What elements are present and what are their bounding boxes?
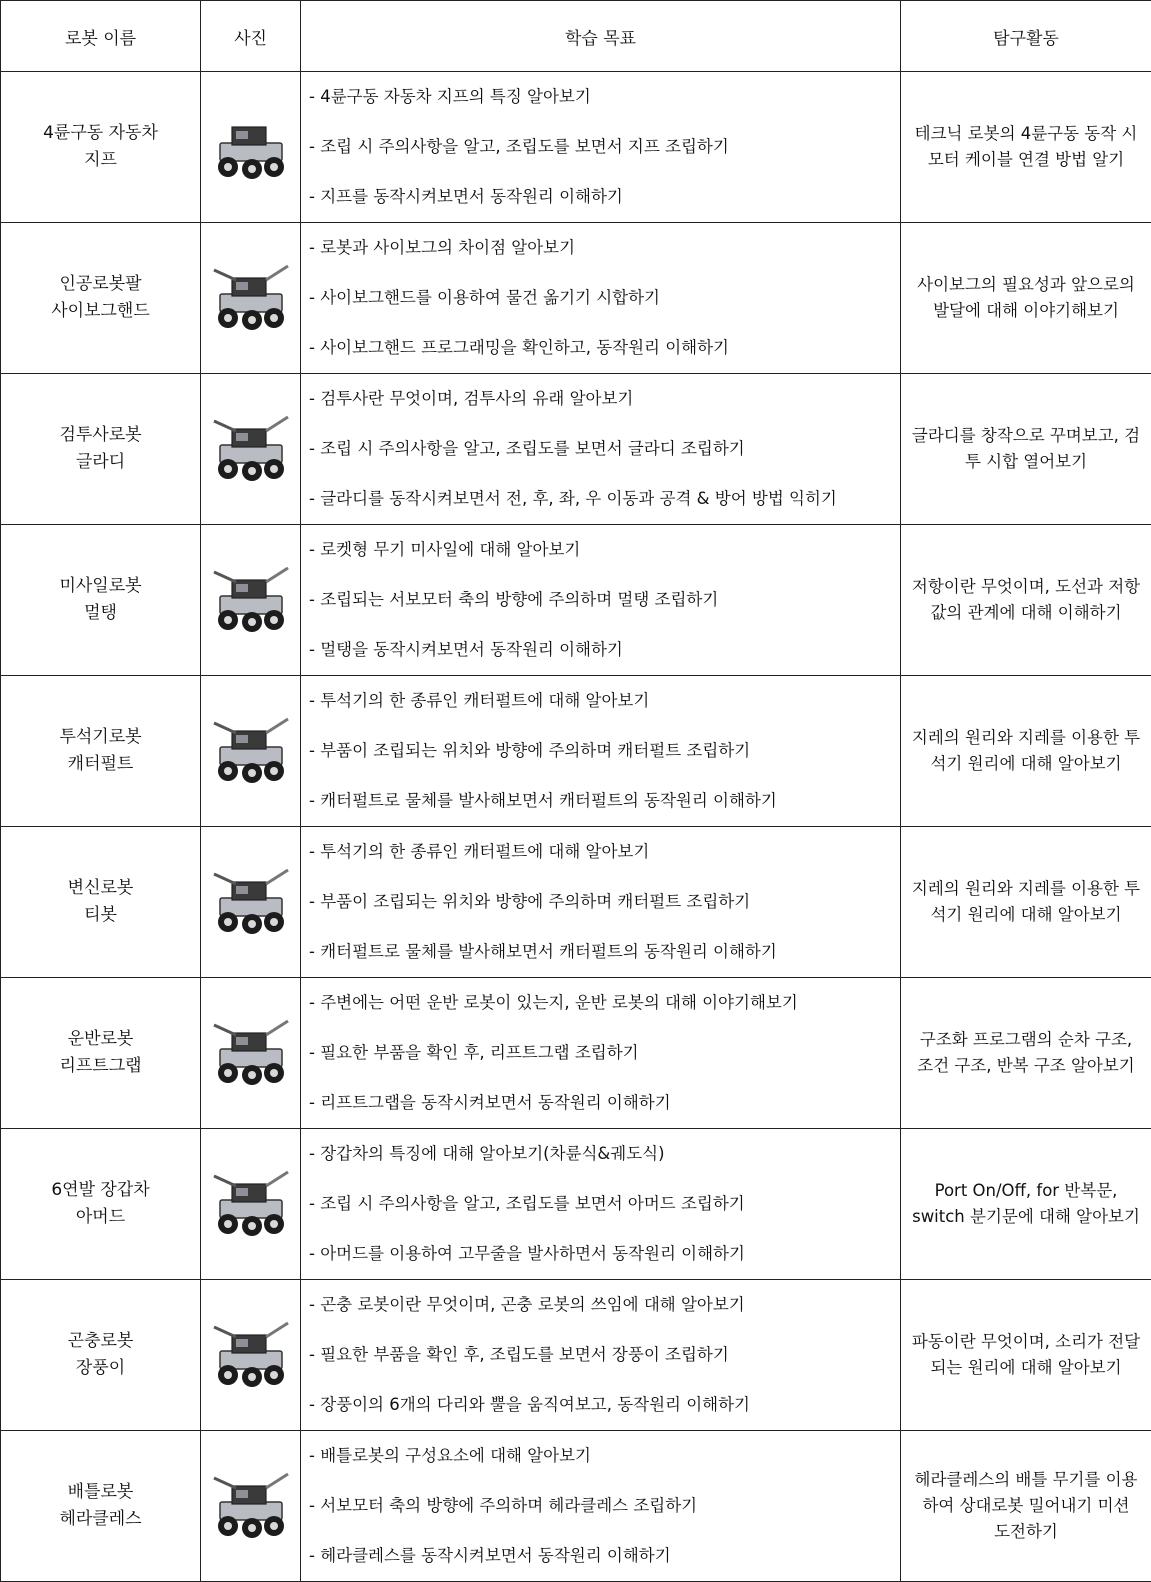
robot-name-cell xyxy=(1,1280,201,1431)
activity-line: 구조화 프로그램의 순차 구조, xyxy=(905,1027,1147,1053)
header-activity: 탐구활동 xyxy=(901,1,1151,72)
table-row xyxy=(1,827,1151,978)
learning-goal-item: - 투석기의 한 종류인 캐터펄트에 대해 알아보기 xyxy=(309,827,900,877)
learning-goal-item: - 조립 시 주의사항을 알고, 조립도를 보면서 글라디 조립하기 xyxy=(309,424,900,474)
robot-name-cell xyxy=(1,827,201,978)
activity-line: 되는 원리에 대해 알아보기 xyxy=(905,1355,1147,1381)
robot-name-line: 검투사로봇 xyxy=(1,422,200,449)
activity-line: 발달에 대해 이야기해보기 xyxy=(905,298,1147,324)
robot-name-line: 배틀로봇 xyxy=(1,1479,200,1506)
activity-line: 석기 원리에 대해 알아보기 xyxy=(905,751,1147,777)
learning-goal-item: - 로켓형 무기 미사일에 대해 알아보기 xyxy=(309,525,900,575)
robot-name-line: 운반로봇 xyxy=(1,1026,200,1053)
robot-name-line: 4륜구동 자동차 xyxy=(1,120,200,147)
learning-goal-item: - 로봇과 사이보그의 차이점 알아보기 xyxy=(309,223,900,273)
robot-name-cell xyxy=(1,676,201,827)
activity-line: 도전하기 xyxy=(905,1519,1147,1545)
robot-photo-cell xyxy=(201,72,301,223)
robot-photo-cell xyxy=(201,1280,301,1431)
activity-line: 지레의 원리와 지레를 이용한 투 xyxy=(905,876,1147,902)
activity-line: 조건 구조, 반복 구조 알아보기 xyxy=(905,1053,1147,1079)
robot-name-line: 글라디 xyxy=(1,449,200,476)
activity-cell xyxy=(901,525,1151,676)
learning-goal-item: - 조립 시 주의사항을 알고, 조립도를 보면서 아머드 조립하기 xyxy=(309,1179,900,1229)
robot-name-line: 6연발 장갑차 xyxy=(1,1177,200,1204)
robot-name-line: 사이보그핸드 xyxy=(1,298,200,325)
activity-cell xyxy=(901,1129,1151,1280)
learning-goals-cell xyxy=(301,223,901,374)
missile-robot-icon xyxy=(206,623,296,643)
learning-goal-item: - 곤충 로봇이란 무엇이며, 곤충 로봇의 쓰임에 대해 알아보기 xyxy=(309,1280,900,1330)
robot-name-line: 지프 xyxy=(1,147,200,174)
robot-photo-cell xyxy=(201,827,301,978)
table-row xyxy=(1,978,1151,1129)
header-learning-goal: 학습 목표 xyxy=(301,1,901,72)
robot-name-line: 티봇 xyxy=(1,902,200,929)
learning-goals-cell xyxy=(301,1431,901,1582)
robot-name-line: 아머드 xyxy=(1,1204,200,1231)
activity-line: 하여 상대로봇 밀어내기 미션 xyxy=(905,1493,1147,1519)
learning-goal-item: - 조립되는 서보모터 축의 방향에 주의하며 멀탱 조립하기 xyxy=(309,575,900,625)
learning-goals-cell xyxy=(301,525,901,676)
header-robot-name: 로봇 이름 xyxy=(1,1,201,72)
header-row xyxy=(1,1,1151,72)
activity-cell xyxy=(901,676,1151,827)
robot-photo-cell xyxy=(201,525,301,676)
learning-goal-item: - 캐터펄트로 물체를 발사해보면서 캐터펄트의 동작원리 이해하기 xyxy=(309,776,900,826)
learning-goal-item: - 부품이 조립되는 위치와 방향에 주의하며 캐터펄트 조립하기 xyxy=(309,877,900,927)
learning-goal-item: - 필요한 부품을 확인 후, 리프트그랩 조립하기 xyxy=(309,1028,900,1078)
learning-goals-cell xyxy=(301,1129,901,1280)
cyborg-hand-robot-icon xyxy=(206,321,296,341)
learning-goals-cell xyxy=(301,676,901,827)
robot-name-line: 곤충로봇 xyxy=(1,1328,200,1355)
table-row xyxy=(1,1431,1151,1582)
robot-name-cell xyxy=(1,1129,201,1280)
activity-cell xyxy=(901,72,1151,223)
learning-goal-item: - 조립 시 주의사항을 알고, 조립도를 보면서 지프 조립하기 xyxy=(309,122,900,172)
gladiator-robot-icon xyxy=(206,472,296,492)
robot-name-cell xyxy=(1,223,201,374)
table-row xyxy=(1,374,1151,525)
learning-goal-item: - 4륜구동 자동차 지프의 특징 알아보기 xyxy=(309,72,900,122)
armored-robot-icon xyxy=(206,1227,296,1247)
learning-goal-item: - 사이보그핸드 프로그래밍을 확인하고, 동작원리 이해하기 xyxy=(309,323,900,373)
robot-name-cell xyxy=(1,978,201,1129)
robot-name-line: 리프트그랩 xyxy=(1,1053,200,1080)
robot-name-line: 미사일로봇 xyxy=(1,573,200,600)
transform-robot-icon xyxy=(206,925,296,945)
activity-line: 파동이란 무엇이며, 소리가 전달 xyxy=(905,1329,1147,1355)
learning-goal-item: - 주변에는 어떤 운반 로봇이 있는지, 운반 로봇의 대해 이야기해보기 xyxy=(309,978,900,1028)
insect-robot-icon xyxy=(206,1378,296,1398)
table-row xyxy=(1,72,1151,223)
activity-cell xyxy=(901,374,1151,525)
robot-photo-cell xyxy=(201,374,301,525)
battle-robot-icon xyxy=(206,1529,296,1549)
learning-goals-cell xyxy=(301,827,901,978)
learning-goal-item: - 배틀로봇의 구성요소에 대해 알아보기 xyxy=(309,1431,900,1481)
robot-photo-cell xyxy=(201,978,301,1129)
activity-cell xyxy=(901,978,1151,1129)
activity-line: 석기 원리에 대해 알아보기 xyxy=(905,902,1147,928)
activity-line: 사이보그의 필요성과 앞으로의 xyxy=(905,272,1147,298)
learning-goal-item: - 사이보그핸드를 이용하여 물건 옮기기 시합하기 xyxy=(309,273,900,323)
robot-name-line: 장풍이 xyxy=(1,1355,200,1382)
table-row xyxy=(1,525,1151,676)
learning-goal-item: - 리프트그랩을 동작시켜보면서 동작원리 이해하기 xyxy=(309,1078,900,1128)
learning-goal-item: - 아머드를 이용하여 고무줄을 발사하면서 동작원리 이해하기 xyxy=(309,1229,900,1279)
activity-cell xyxy=(901,1431,1151,1582)
jeep-robot-icon xyxy=(206,170,296,190)
learning-goal-item: - 검투사란 무엇이며, 검투사의 유래 알아보기 xyxy=(309,374,900,424)
catapult-robot-icon xyxy=(206,774,296,794)
table-row xyxy=(1,223,1151,374)
learning-goal-item: - 장갑차의 특징에 대해 알아보기(차륜식&궤도식) xyxy=(309,1129,900,1179)
activity-line: 글라디를 창작으로 꾸며보고, 검 xyxy=(905,423,1147,449)
robot-name-line: 캐터펄트 xyxy=(1,751,200,778)
robot-name-line: 멀탱 xyxy=(1,600,200,627)
activity-line: 저항이란 무엇이며, 도선과 저항 xyxy=(905,574,1147,600)
activity-line: 값의 관계에 대해 이해하기 xyxy=(905,600,1147,626)
activity-line: Port On/Off, for 반복문, xyxy=(905,1178,1147,1204)
learning-goal-item: - 필요한 부품을 확인 후, 조립도를 보면서 장풍이 조립하기 xyxy=(309,1330,900,1380)
learning-goals-cell xyxy=(301,72,901,223)
learning-goals-cell xyxy=(301,374,901,525)
activity-cell xyxy=(901,223,1151,374)
robot-name-line: 투석기로봇 xyxy=(1,724,200,751)
learning-goal-item: - 지프를 동작시켜보면서 동작원리 이해하기 xyxy=(309,172,900,222)
robot-name-cell xyxy=(1,72,201,223)
activity-line: 투 시합 열어보기 xyxy=(905,449,1147,475)
table-row xyxy=(1,1280,1151,1431)
learning-goal-item: - 헤라클레스를 동작시켜보면서 동작원리 이해하기 xyxy=(309,1531,900,1581)
robot-name-cell xyxy=(1,525,201,676)
robot-name-line: 인공로봇팔 xyxy=(1,271,200,298)
robot-name-cell xyxy=(1,374,201,525)
robot-photo-cell xyxy=(201,1129,301,1280)
activity-line: 지레의 원리와 지레를 이용한 투 xyxy=(905,725,1147,751)
activity-line: 헤라클레스의 배틀 무기를 이용 xyxy=(905,1467,1147,1493)
robot-name-cell xyxy=(1,1431,201,1582)
learning-goal-item: - 서보모터 축의 방향에 주의하며 헤라클레스 조립하기 xyxy=(309,1481,900,1531)
learning-goal-item: - 멀탱을 동작시켜보면서 동작원리 이해하기 xyxy=(309,625,900,675)
activity-cell xyxy=(901,827,1151,978)
table-row xyxy=(1,1129,1151,1280)
learning-goal-item: - 부품이 조립되는 위치와 방향에 주의하며 캐터펄트 조립하기 xyxy=(309,726,900,776)
robot-photo-cell xyxy=(201,1431,301,1582)
robot-name-line: 변신로봇 xyxy=(1,875,200,902)
robot-photo-cell xyxy=(201,676,301,827)
activity-cell xyxy=(901,1280,1151,1431)
table-row xyxy=(1,676,1151,827)
learning-goals-cell xyxy=(301,978,901,1129)
activity-line: 테크닉 로봇의 4륜구동 동작 시 xyxy=(905,121,1147,147)
learning-goal-item: - 캐터펄트로 물체를 발사해보면서 캐터펄트의 동작원리 이해하기 xyxy=(309,927,900,977)
activity-line: 모터 케이블 연결 방법 알기 xyxy=(905,147,1147,173)
header-photo: 사진 xyxy=(201,1,301,72)
robot-photo-cell xyxy=(201,223,301,374)
robot-name-line: 헤라클레스 xyxy=(1,1506,200,1533)
learning-goal-item: - 글라디를 동작시켜보면서 전, 후, 좌, 우 이동과 공격 & 방어 방법 익히기 xyxy=(309,474,900,524)
learning-goals-cell xyxy=(301,1280,901,1431)
lift-grab-robot-icon xyxy=(206,1076,296,1096)
learning-goal-item: - 투석기의 한 종류인 캐터펄트에 대해 알아보기 xyxy=(309,676,900,726)
activity-line: switch 분기문에 대해 알아보기 xyxy=(905,1204,1147,1230)
learning-goal-item: - 장풍이의 6개의 다리와 뿔을 움직여보고, 동작원리 이해하기 xyxy=(309,1380,900,1430)
